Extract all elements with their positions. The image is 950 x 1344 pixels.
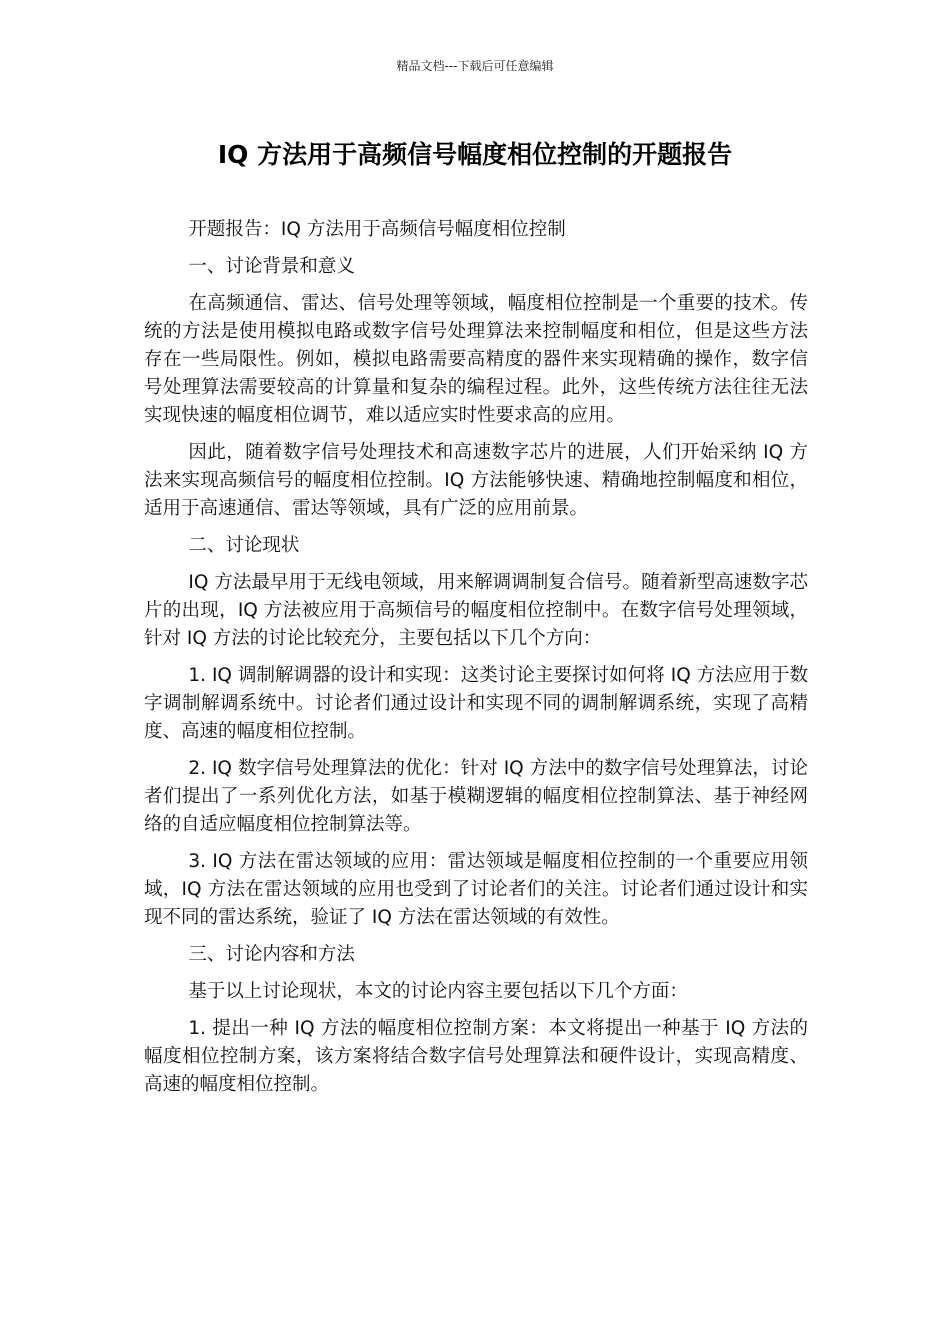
list-item-radar: 3. IQ 方法在雷达领域的应用：雷达领域是幅度相位控制的一个重要应用领域，IQ 方法在雷达领域的应用也受到了讨论者们的关注。讨论者们通过设计和实现不同的雷达系统，验证了 IQ 方法在雷达领域的有效性。: [144, 851, 808, 928]
list-item-proposal: 1. 提出一种 IQ 方法的幅度相位控制方案：本文将提出一种基于 IQ 方法的幅度相位控制方案，该方案将结合数字信号处理算法和硬件设计，实现高精度、高速的幅度相位控制。: [144, 1018, 808, 1095]
list-item-algorithm: 2. IQ 数字信号处理算法的优化：针对 IQ 方法中的数字信号处理算法，讨论者们提出了一系列优化方法，如基于模糊逻辑的幅度相位控制算法、基于神经网络的自适应幅度相位控制算法等。: [144, 758, 808, 835]
document-title: IQ 方法用于高频信号幅度相位控制的开题报告: [217, 140, 733, 169]
section-heading-status: 二、讨论现状: [188, 535, 300, 556]
document-body: [144, 216, 808, 1108]
paragraph-iq-adoption: 因此，随着数字信号处理技术和高速数字芯片的进展，人们开始采纳 IQ 方法来实现高频信号的幅度相位控制。IQ 方法能够快速、精确地控制幅度和相位，适用于高速通信、雷达等领域，具有广泛的应用前景。: [144, 442, 808, 519]
section-heading-background: 一、讨论背景和意义: [188, 256, 355, 277]
paragraph-status: IQ 方法最早用于无线电领域，用来解调调制复合信号。随着新型高速数字芯片的出现，IQ 方法被应用于高频信号的幅度相位控制中。在数字信号处理领域，针对 IQ 方法的讨论比较充分，主要包括以下几个方向：: [144, 572, 808, 649]
page-header-note: 精品文档---下载后可任意编辑: [396, 59, 554, 73]
section-heading-content: 三、讨论内容和方法: [188, 944, 355, 965]
list-item-modem: 1. IQ 调制解调器的设计和实现：这类讨论主要探讨如何将 IQ 方法应用于数字调制解调系统中。讨论者们通过设计和实现不同的调制解调系统，实现了高精度、高速的幅度相位控制。: [144, 665, 808, 742]
paragraph-content-intro: 基于以上讨论现状，本文的讨论内容主要包括以下几个方面：: [188, 981, 688, 1002]
report-subtitle: 开题报告：IQ 方法用于高频信号幅度相位控制: [188, 219, 566, 240]
paragraph-background: 在高频通信、雷达、信号处理等领域，幅度相位控制是一个重要的技术。传统的方法是使用模拟电路或数字信号处理算法来控制幅度和相位，但是这些方法存在一些局限性。例如，模拟电路需要高精度的器件来实现精确的操作，数字信号处理算法需要较高的计算量和复杂的编程过程。此外，这些传统方法往往无法实现快速的幅度相位调节，难以适应实时性要求高的应用。: [144, 293, 808, 426]
